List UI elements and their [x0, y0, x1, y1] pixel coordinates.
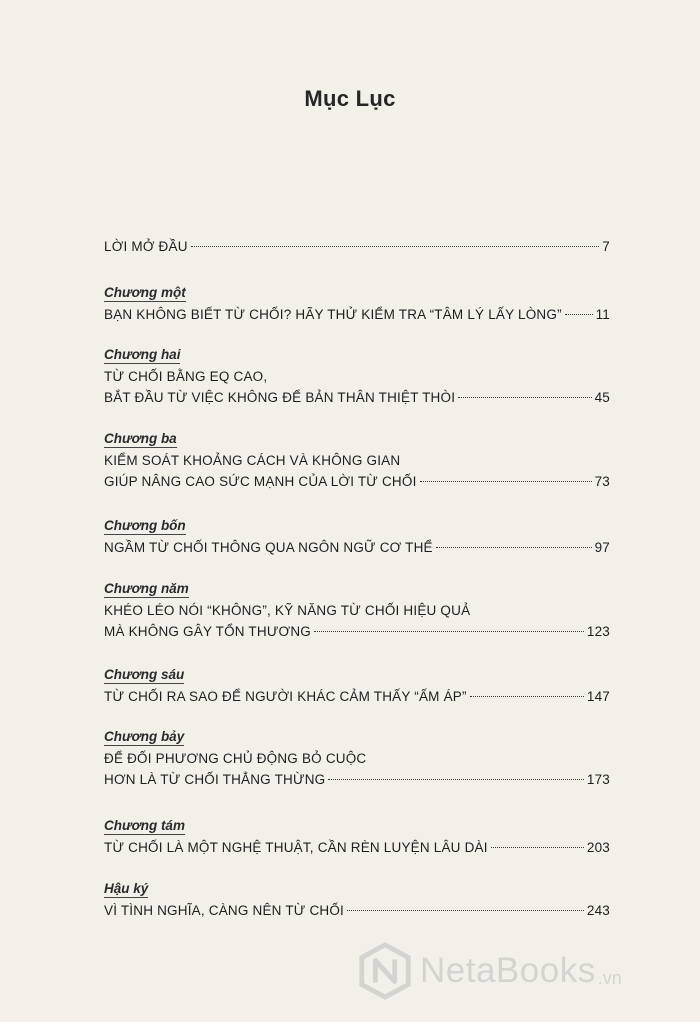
entry-text: LỜI MỞ ĐẦU [104, 239, 188, 254]
toc-entry-chapter-1[interactable] [104, 284, 610, 325]
page-number: 173 [586, 772, 610, 787]
toc-entry-chapter-5[interactable] [104, 580, 610, 642]
toc-row [104, 837, 610, 858]
entry-line: KHÉO LÉO NÓI “KHÔNG”, KỸ NĂNG TỪ CHỐI HIỆU QUẢ [104, 603, 471, 618]
dot-leader [420, 481, 592, 482]
toc-row [104, 686, 610, 707]
page-number: 203 [586, 840, 610, 855]
page-title: Mục Lục [304, 86, 396, 111]
page-number: 45 [594, 390, 610, 405]
toc-entry-chapter-6[interactable] [104, 666, 610, 707]
entry-text: TỪ CHỐI RA SAO ĐỂ NGƯỜI KHÁC CẢM THẤY “ẤM ÁP” [104, 689, 467, 704]
entry-text: BẠN KHÔNG BIẾT TỪ CHỐI? HÃY THỬ KIỂM TRA “TÂM LÝ LẤY LÒNG” [104, 307, 562, 322]
netabooks-logo-icon [356, 942, 414, 1000]
dot-leader [347, 910, 584, 911]
entry-text: BẮT ĐẦU TỪ VIỆC KHÔNG ĐỂ BẢN THÂN THIỆT THÒI [104, 390, 456, 405]
chapter-label: Chương sáu [104, 667, 185, 682]
entry-text: MÀ KHÔNG GÂY TỔN THƯƠNG [104, 624, 311, 639]
toc-entry-chapter-8[interactable] [104, 817, 610, 858]
toc-entry-chapter-3[interactable] [104, 430, 610, 492]
toc-entry-intro[interactable] [104, 236, 610, 257]
dot-leader [470, 696, 584, 697]
toc-entry-epilogue[interactable] [104, 880, 610, 921]
chapter-label: Chương bốn [104, 518, 186, 533]
toc-row [104, 537, 610, 558]
toc-row [104, 471, 610, 492]
toc-entry-chapter-2[interactable] [104, 346, 610, 408]
toc-entry-chapter-4[interactable] [104, 517, 610, 558]
entry-text: TỪ CHỐI LÀ MỘT NGHỆ THUẬT, CẦN RÈN LUYỆN LÂU DÀI [104, 840, 488, 855]
dot-leader [491, 847, 584, 848]
toc-row [104, 900, 610, 921]
dot-leader [191, 246, 600, 247]
page-number: 97 [594, 540, 610, 555]
entry-line: KIỂM SOÁT KHOẢNG CÁCH VÀ KHÔNG GIAN [104, 453, 401, 468]
page-number: 123 [586, 624, 610, 639]
entry-text: NGẦM TỪ CHỐI THÔNG QUA NGÔN NGỮ CƠ THỂ [104, 540, 433, 555]
chapter-label: Chương năm [104, 581, 189, 596]
dot-leader [328, 779, 584, 780]
page-number: 73 [594, 474, 610, 489]
page-number: 7 [602, 239, 610, 254]
watermark-brand: NetaBooks [420, 951, 596, 990]
dot-leader [436, 547, 592, 548]
dot-leader [314, 631, 584, 632]
page-number: 147 [586, 689, 610, 704]
toc-row [104, 387, 610, 408]
toc-entry-chapter-7[interactable] [104, 728, 610, 790]
page-number: 243 [586, 903, 610, 918]
chapter-label: Chương tám [104, 818, 185, 833]
chapter-label: Chương bảy [104, 729, 185, 744]
watermark [356, 936, 686, 1006]
toc-row [104, 236, 610, 257]
toc-row [104, 769, 610, 790]
entry-text: VÌ TÌNH NGHĨA, CÀNG NÊN TỪ CHỐI [104, 903, 345, 918]
chapter-label: Hậu ký [104, 881, 149, 896]
toc-row [104, 304, 610, 325]
page-number: 11 [595, 307, 610, 322]
chapter-label: Chương một [104, 285, 186, 300]
entry-text: HƠN LÀ TỪ CHỐI THẲNG THỪNG [104, 772, 326, 787]
dot-leader [565, 314, 593, 315]
entry-line: ĐỂ ĐỐI PHƯƠNG CHỦ ĐỘNG BỎ CUỘC [104, 751, 367, 766]
dot-leader [458, 397, 591, 398]
watermark-suffix: .vn [597, 967, 622, 988]
chapter-label: Chương hai [104, 347, 181, 362]
chapter-label: Chương ba [104, 431, 177, 446]
toc-row [104, 621, 610, 642]
entry-text: GIÚP NÂNG CAO SỨC MẠNH CỦA LỜI TỪ CHỐI [104, 474, 417, 489]
entry-line: TỪ CHỐI BẰNG EQ CAO, [104, 369, 268, 384]
